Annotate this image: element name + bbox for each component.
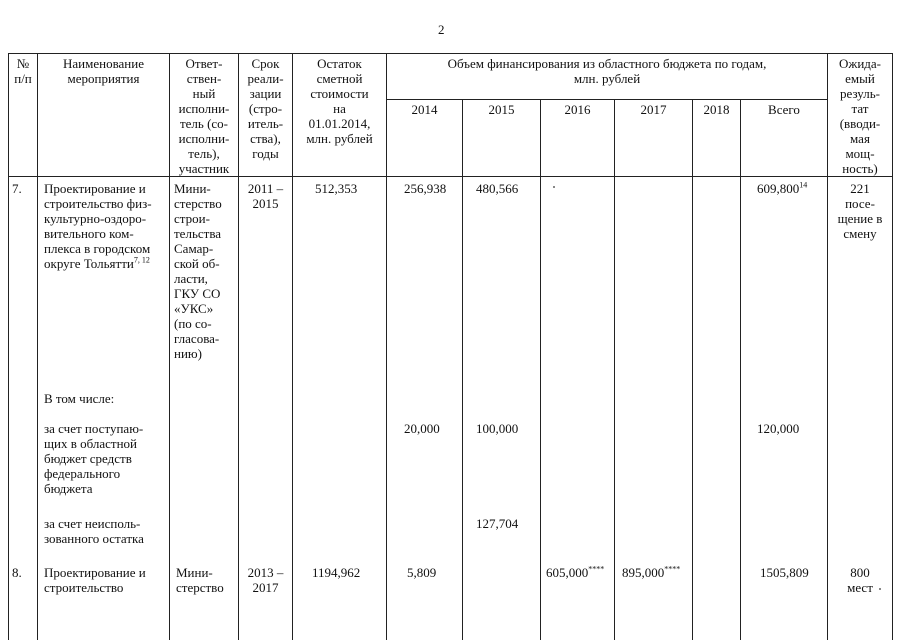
header-year-2016: 2016 [564,102,591,117]
subitem-federal-2014: 20,000 [404,421,440,436]
estimate-remainder: 1194,962 [312,565,361,580]
responsible-executor: Мини- стерство [176,565,224,595]
financing-2017-footnote: **** [664,564,681,574]
page-number: 2 [438,22,445,37]
including-label: В том числе: [44,391,115,406]
header-name: Наименование мероприятия [63,56,144,86]
expected-result: 800 мест [847,565,873,595]
activity-name: Проектирование и строительство [44,565,146,595]
subitem-federal-total: 120,000 [757,421,800,436]
subitem-federal-name: за счет поступаю- щих в областной бюджет средств федерального бюджета [44,421,144,496]
activity-footnote: 7, 12 [133,255,150,265]
financing-total-value: 609,800 [757,181,800,196]
financing-2017 [622,565,680,580]
financing-total: 1505,809 [760,565,809,580]
financing-2014: 5,809 [407,565,437,580]
implementation-term: 2011 – 2015 [247,181,284,211]
header-financing: Объем финансирования из областного бюджета по годам, млн. рублей [447,56,767,86]
estimate-remainder: 512,353 [315,181,358,196]
financing-2016-value: 605,000 [546,565,589,580]
financing-2015: 480,566 [476,181,519,196]
implementation-term: 2013 – 2017 [247,565,284,595]
row-number: 8. [12,565,22,580]
financing-2014: 256,938 [404,181,447,196]
subitem-remainder-name: за счет неисполь- зованного остатка [44,516,144,546]
financing-2016 [546,565,604,580]
row-number: 7. [12,181,22,196]
header-year-2015: 2015 [488,102,515,117]
header-remainder: Остаток сметной стоимости на 01.01.2014, млн. рублей [306,56,373,146]
activity-name [44,181,168,271]
header-year-2018: 2018 [703,102,730,117]
total-footnote: 14 [799,180,808,190]
header-result: Ожида- емый резуль- тат (вводи- мая мощ- ность) [838,56,882,176]
header-year-2014: 2014 [411,102,438,117]
subitem-remainder-2015: 127,704 [476,516,519,531]
financing-2017-value: 895,000 [622,565,665,580]
financing-2016-footnote: **** [588,564,605,574]
header-total: Всего [768,102,800,117]
header-num: № п/п [14,56,32,86]
expected-result: 221 посе- щение в смену [837,181,883,241]
responsible-executor: Мини- стерство строи- тельства Самар- ской об- ласти, ГКУ СО «УКС» (по со- гласова- нию) [174,181,222,361]
header-responsible: Ответ- ствен- ный исполни- тель (со- исполни- тель), участник [178,56,230,176]
subitem-federal-2015: 100,000 [476,421,519,436]
header-term: Срок реали- зации (стро- итель- ства), годы [247,56,284,161]
financing-total [757,181,807,196]
header-year-2017: 2017 [640,102,667,117]
activity-name-text: Проектирование и строительство физ- культурно-оздоро- вительного ком- плекса в городском округе Тольятти [44,181,152,271]
